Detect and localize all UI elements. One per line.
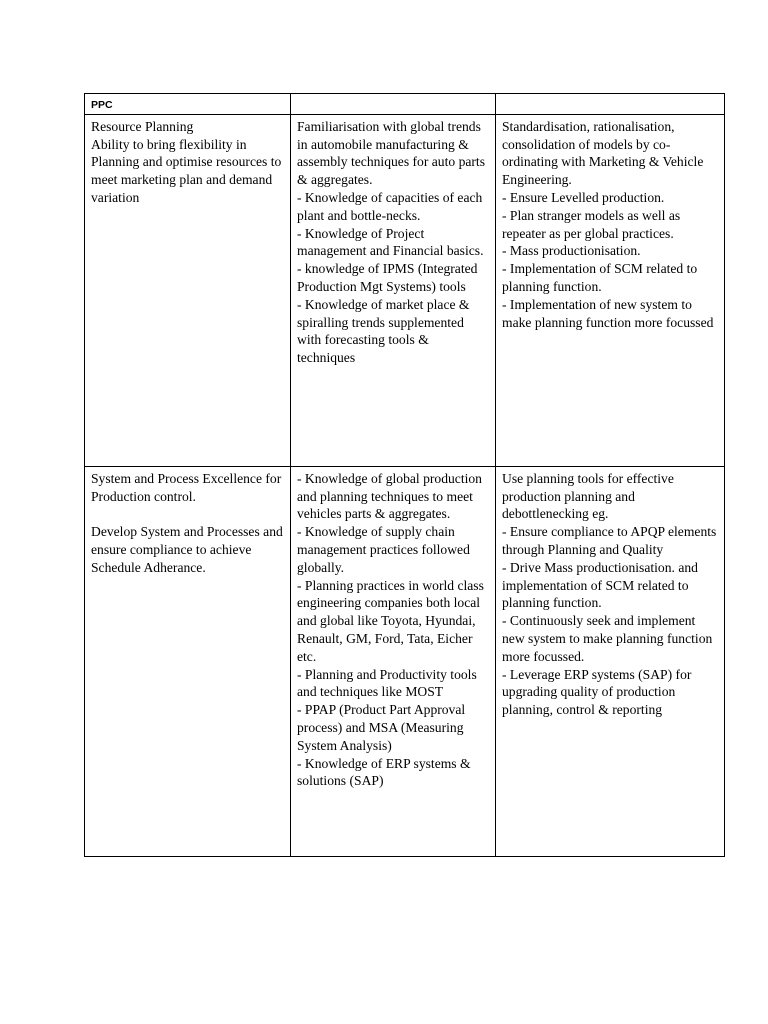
cell-line: - Ensure Levelled production.: [502, 189, 665, 205]
section-title: PPC: [91, 99, 113, 111]
action-cell: [496, 466, 725, 856]
header-cell-1: [85, 94, 291, 115]
header-cell-3: [496, 94, 725, 115]
paragraph-gap: [91, 505, 284, 523]
cell-line: Develop System and Processes and ensure compliance to achieve Schedule Adherance.: [91, 524, 283, 575]
table-row: [85, 466, 725, 856]
cell-line: Standardisation, rationalisation, consolidation of models by co-ordinating with Marketing & Vehicle Engineering.: [502, 118, 704, 188]
cell-line: - Knowledge of Project management and Financial basics.: [297, 225, 484, 259]
competency-table: [84, 93, 725, 857]
table-header-row: [85, 94, 725, 115]
cell-line: - Continuously seek and implement new system to make planning function more focussed.: [502, 613, 713, 664]
cell-line: - Knowledge of supply chain management practices followed globally.: [297, 524, 470, 575]
cell-line: Familiarisation with global trends in automobile manufacturing & assembly techniques for auto parts & aggregates.: [297, 118, 485, 188]
cell-line: - knowledge of IPMS (Integrated Production Mgt Systems) tools: [297, 261, 478, 294]
cell-line: - Implementation of SCM related to planning function.: [502, 261, 698, 294]
header-cell-2: [291, 94, 496, 115]
cell-line: - Planning practices in world class engineering companies both local and global like Toyota, Hyundai, Renault, GM, Ford, Tata, Eicher etc.: [297, 577, 484, 664]
cell-line: - Drive Mass productionisation. and implementation of SCM related to planning function.: [502, 559, 698, 611]
cell-line: - Knowledge of market place & spiralling trends supplemented with forecasting tools & techniques: [297, 296, 470, 366]
table-row: [85, 114, 725, 466]
cell-line: Use planning tools for effective production planning and debottlenecking eg.: [502, 470, 674, 522]
cell-line: System and Process Excellence for Production control.: [91, 470, 282, 504]
cell-line: - Planning and Productivity tools and techniques like MOST: [297, 666, 477, 700]
cell-line: - Ensure compliance to APQP elements through Planning and Quality: [502, 524, 717, 557]
cell-line: - Leverage ERP systems (SAP) for upgrading quality of production planning, control & reporting: [502, 666, 692, 718]
cell-line: - Mass productionisation.: [502, 243, 641, 259]
knowledge-cell: [291, 466, 496, 856]
cell-line: - Knowledge of capacities of each plant and bottle-necks.: [297, 189, 483, 223]
cell-line: - PPAP (Product Part Approval process) and MSA (Measuring System Analysis): [297, 702, 466, 753]
cell-line: - Knowledge of ERP systems & solutions (SAP): [297, 755, 471, 789]
action-cell: [496, 114, 725, 466]
competency-cell: [85, 114, 291, 466]
knowledge-cell: [291, 114, 496, 466]
cell-line: - Plan stranger models as well as repeater as per global practices.: [502, 207, 681, 241]
cell-line: - Implementation of new system to make planning function more focussed: [502, 296, 714, 330]
cell-line: Resource Planning: [91, 118, 194, 134]
cell-line: - Knowledge of global production and planning techniques to meet vehicles parts & aggregates.: [297, 470, 482, 522]
cell-line: Ability to bring flexibility in Planning and optimise resources to meet marketing plan and demand variation: [91, 136, 282, 205]
competency-cell: [85, 466, 291, 856]
